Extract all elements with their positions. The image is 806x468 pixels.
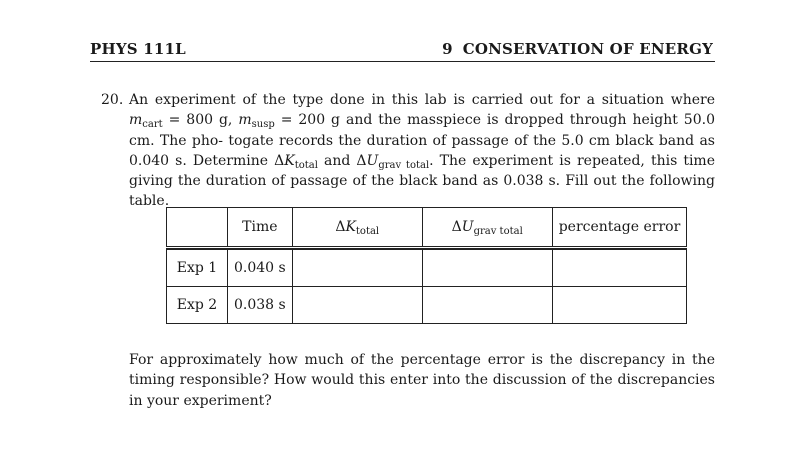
percentage-error-cell[interactable]: [552, 287, 687, 324]
problem-text-part: An experiment of the type done in this lab is carried out for a situation where: [129, 92, 715, 108]
header-delta-u-grav-total: [422, 208, 552, 248]
total-subscript: total: [355, 226, 380, 237]
delta-u-cell[interactable]: [422, 287, 552, 324]
header-rule: [90, 61, 715, 62]
delta-u-cell[interactable]: [422, 250, 552, 287]
percentage-error-cell[interactable]: [552, 250, 687, 287]
problem-text-part: . The experiment is repeated, this time giving the duration of passage of the black band as 0.038 s. Fill out the following table.: [129, 152, 715, 210]
delta-symbol: Δ: [451, 219, 462, 235]
u-symbol: U: [366, 152, 379, 169]
header-time: Time: [228, 208, 293, 248]
m-symbol: m: [129, 112, 143, 129]
chapter-number: 9: [442, 40, 453, 58]
course-code: PHYS 111L: [90, 40, 186, 58]
header-delta-k-total: [292, 208, 422, 248]
m-symbol: m: [238, 112, 252, 129]
cart-subscript: cart: [142, 119, 163, 131]
total-subscript: total: [294, 159, 318, 171]
chapter-title: CONSERVATION OF ENERGY: [462, 40, 713, 58]
table-header-row: [167, 208, 687, 248]
grav-total-subscript: grav total: [378, 159, 430, 171]
problem-text-part: = 200 g and the masspiece is dropped through height 50.0 cm. The pho- togate records the duration of passage of the 5.0 cm black band as 0.040 s. Determine: [129, 112, 715, 169]
delta-symbol: Δ: [274, 152, 285, 169]
k-symbol: K: [345, 219, 356, 235]
delta-symbol: Δ: [335, 219, 346, 235]
problem-text: [129, 90, 715, 212]
grav-total-subscript: grav total: [473, 226, 523, 237]
delta-k-cell[interactable]: [292, 287, 422, 324]
table-row: [167, 250, 687, 287]
problem-text-part: = 800 g,: [162, 112, 239, 129]
delta-symbol: Δ: [356, 152, 367, 169]
row-label: Exp 1: [167, 250, 228, 287]
energy-table: [166, 207, 687, 324]
susp-subscript: susp: [251, 119, 275, 131]
row-time: 0.040 s: [228, 250, 293, 287]
chapter-heading: [442, 40, 713, 58]
problem-20: [101, 90, 715, 212]
header-blank-cell: [167, 208, 228, 248]
row-time: 0.038 s: [228, 287, 293, 324]
header-percentage-error: percentage error: [552, 208, 687, 248]
problem-text-part: and: [317, 152, 357, 169]
problem-number: 20.: [101, 92, 124, 108]
k-symbol: K: [284, 152, 295, 169]
row-label: Exp 2: [167, 287, 228, 324]
page-header: [90, 40, 713, 58]
table-row: [167, 287, 687, 324]
closing-question: For approximately how much of the percentage error is the discrepancy in the timing responsible? How would this enter into the discussion of the discrepancies in your experiment?: [129, 352, 715, 409]
delta-k-cell[interactable]: [292, 250, 422, 287]
u-symbol: U: [461, 219, 474, 235]
